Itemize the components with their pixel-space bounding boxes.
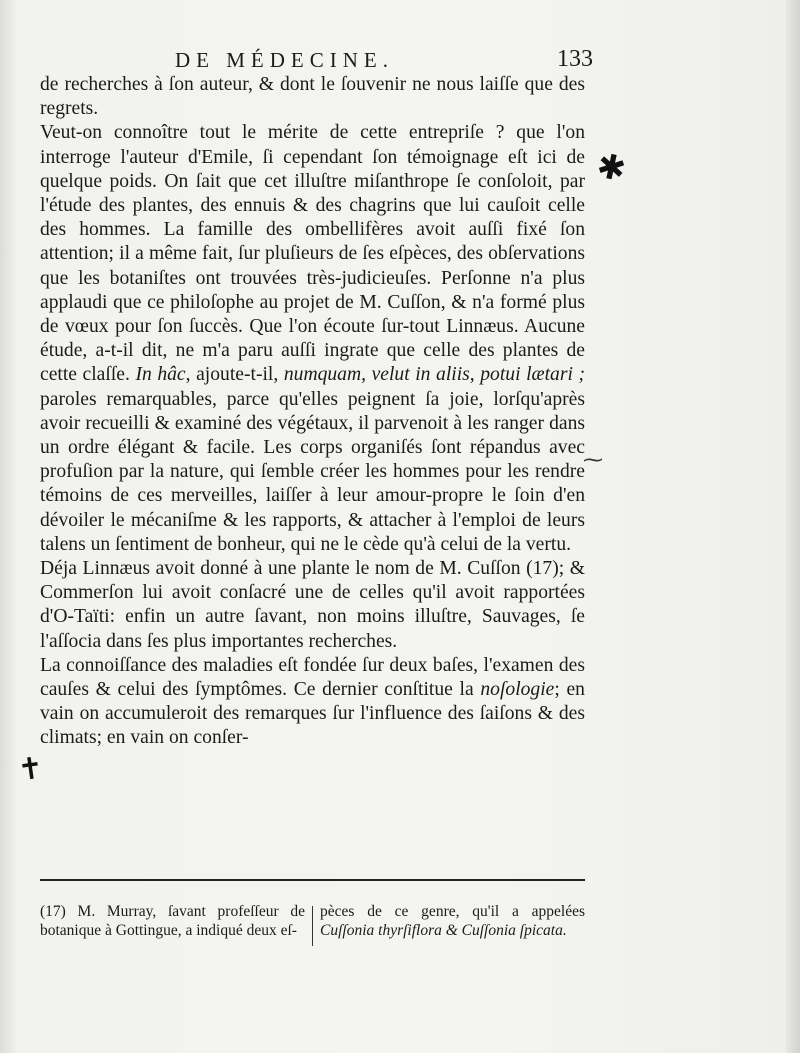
paragraph-3: Déja Linnæus avoit donné à une plante le nom de M. Cuſſon (17); & Commerſon lui avoit conſacré une de celles qu'il avoit rapportées d'O-Taïti: enfin un autre ſavant, non moins illuſtre, Sauvages, ſe l'aſſocia dans ſes plus importantes recherches. xyxy=(40,558,585,652)
footnote-rule xyxy=(40,879,585,881)
paragraph-1: de recherches à ſon auteur, & dont le ſouvenir ne nous laiſſe que des regrets. xyxy=(40,74,585,120)
main-text xyxy=(40,73,585,751)
footnote-left-column: (17) M. Murray, ſavant profeſſeur de botanique à Gottingue, a indiqué deux eſ- xyxy=(40,903,305,939)
footnote-right-column xyxy=(320,902,585,940)
paragraph-4-text: La connoiſſance des maladies eſt fondée ſur deux baſes, l'examen des cauſes & celui des ſymptômes. Ce dernier conſtitue la xyxy=(40,654,585,701)
page-edge xyxy=(786,0,800,1053)
running-title: DE MÉDECINE. xyxy=(175,48,394,72)
ink-smudge-mark: ⁓ xyxy=(583,449,603,471)
handwritten-cross-mark: ✝ xyxy=(15,751,46,788)
paragraph-2-text: Veut-on connoître tout le mérite de cette entrepriſe ? que l'on interroge l'auteur d'Emile, ſi cependant ſon témoignage eſt ici de quelque poids. On ſait que cet illuſtre miſanthrope ſe conſoloit, par l'étude des plantes, des ennuis & des chagrins que lui cauſoit celle des hommes. La famille des ombellifères avoit auſſi fixé ſon attention; il a même fait, ſur pluſieurs de ſes eſpèces, des obſervations que les botaniſtes ont trouvées très-judicieuſes. Perſonne n'a plus applaudi que ce philoſophe au projet de M. Cuſſon, & n'a formé plus de vœux pour ſon ſuccès. Que l'on écoute ſur-tout Linnæus. Aucune étude, a-t-il dit, ne m'a paru auſſi ingrate que celle des plantes de cette claſſe. xyxy=(40,122,585,386)
page-number: 133 xyxy=(557,46,593,72)
quote-separator: , ajoute-t-il, xyxy=(185,364,279,386)
paragraph-2-continuation: paroles remarquables, parce qu'elles peignent ſa joie, lorſqu'après avoir recueilli & examiné des végétaux, il parvenoit à les ranger dans un ordre élégant & facile. Les corps organiſés ſont répandus avec profuſion par la nature, qui ſemble créer les hommes pour les rendre témoins de ces merveilles, laiſſer à leur amour-propre le ſoin d'en dévoiler le mécaniſme & les rapports, & attacher à l'emploi de leurs talens un ſentiment de bonheur, qui ne le cède qu'à celui de la vertu. xyxy=(40,388,585,555)
latin-quote-start: In hâc xyxy=(135,364,186,386)
handwritten-star-mark: ✱ xyxy=(593,147,629,190)
latin-quote-end: numquam, velut in aliis, potui lætari ; xyxy=(283,364,586,386)
paragraph-2 xyxy=(40,121,585,557)
paragraph-4-continuation: ; en vain on accumuleroit des remarques ſur l'influence des ſaiſons & des climats; en vain on conſer- xyxy=(40,679,585,749)
footnote-species-names: Cuſſonia thyrſiflora & Cuſſonia ſpicata. xyxy=(320,922,567,939)
nosologie-term: noſologie xyxy=(480,679,555,701)
footnote-right-text: pèces de ce genre, qu'il a appelées xyxy=(320,903,585,920)
footnote-column-divider xyxy=(312,906,313,946)
paragraph-4 xyxy=(40,654,585,751)
